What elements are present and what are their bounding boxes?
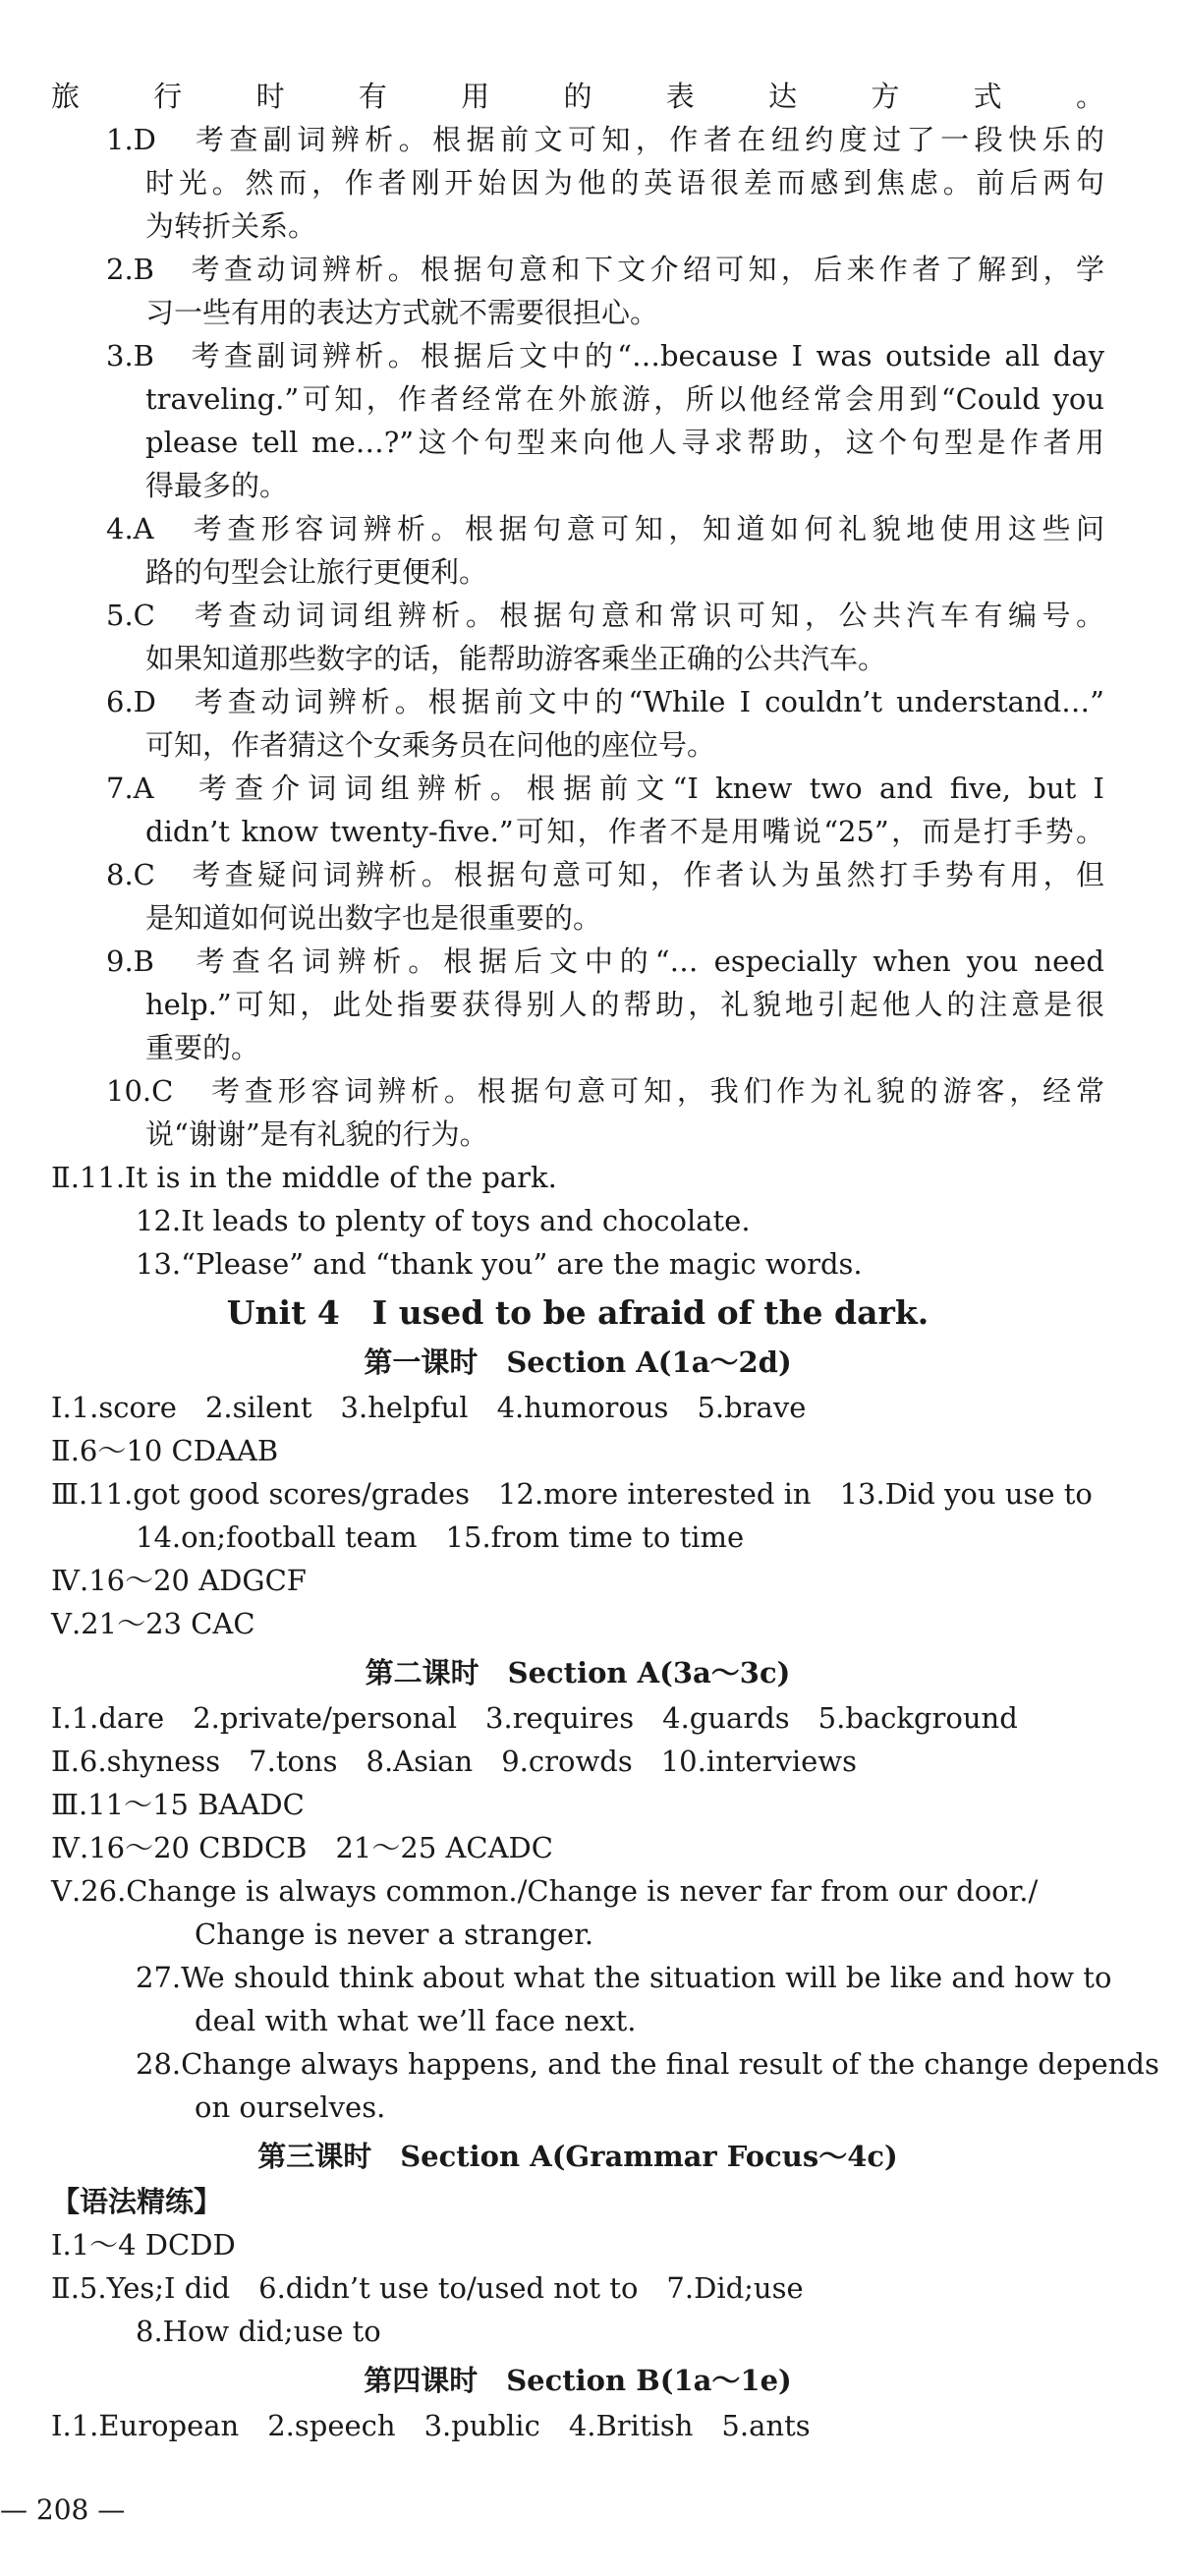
text-line: 如果知道那些数字的话，能帮助游客乘坐正确的公共汽车。 (145, 642, 887, 675)
answer-row: Ⅰ.1～4 DCDD (51, 2228, 236, 2261)
page-number: — 208 — (0, 2493, 126, 2526)
answer-row: Ⅲ.11～15 BAADC (51, 1788, 305, 1821)
answer-row: Ⅰ.1.score 2.silent 3.helpful 4.humorous 5.brave (51, 1391, 807, 1424)
text-line: traveling.”可知，作者经常在外旅游，所以他经常会用到“Could you (145, 382, 1104, 416)
answer-item-8: 8.C 考查疑问词辨析。根据句意可知，作者认为虽然打手势有用，但 (106, 858, 1104, 891)
answer-item-9: 9.B 考查名词辨析。根据后文中的“… especially when you need (106, 945, 1104, 978)
answer-row: Ⅳ.16～20 ADGCF (51, 1564, 307, 1597)
answer-item-3: 3.B 考查副词辨析。根据后文中的“…because I was outside all day (106, 339, 1104, 372)
answer-row: Ⅰ.1.European 2.speech 3.public 4.British 5.ants (51, 2409, 811, 2442)
text-line: deal with what we’ll face next. (195, 2004, 637, 2037)
answer-row: Ⅱ.5.Yes;I did 6.didn’t use to/used not to 7.Did;use (51, 2271, 804, 2305)
text-line: 为转折关系。 (145, 209, 317, 243)
answer-row: Ⅰ.1.dare 2.private/personal 3.requires 4.guards 5.background (51, 1701, 1018, 1735)
text-line: Change is never a stranger. (195, 1918, 594, 1951)
answer-row: Ⅱ.6～10 CDAAB (51, 1434, 279, 1467)
answer-item-13: 13.“Please” and “thank you” are the magic words. (136, 1247, 863, 1281)
answer-item-5: 5.C 考查动词词组辨析。根据句意和常识可知，公共汽车有编号。 (106, 599, 1104, 632)
lesson-title-1: 第一课时 Section A(1a～2d) (364, 1345, 792, 1379)
text-line: 得最多的。 (145, 469, 289, 502)
answer-row: Ⅲ.11.got good scores/grades 12.more interested in 13.Did you use to (51, 1477, 1093, 1511)
answer-row: Ⅳ.16～20 CBDCB 21～25 ACADC (51, 1831, 553, 1864)
unit-title: Unit 4 I used to be afraid of the dark. (226, 1293, 930, 1332)
answer-item-10: 10.C 考查形容词辨析。根据句意可知，我们作为礼貌的游客，经常 (106, 1074, 1104, 1108)
text-line: didn’t know twenty-five.”可知，作者不是用嘴说“25”，而是打手势。 (145, 815, 1104, 848)
answer-row: Ⅴ.26.Change is always common./Change is never far from our door./ (51, 1874, 1039, 1908)
text-line: 可知，作者猜这个女乘务员在问他的座位号。 (145, 728, 716, 762)
text-line: please tell me…?”这个句型来向他人寻求帮助，这个句型是作者用 (145, 426, 1104, 459)
answer-row: 28.Change always happens, and the final result of the change depends (136, 2047, 1159, 2081)
answer-item-6: 6.D 考查动词辨析。根据前文中的“While I couldn’t understand…” (106, 685, 1104, 718)
answer-row: Ⅱ.6.shyness 7.tons 8.Asian 9.crowds 10.interviews (51, 1745, 858, 1778)
text-line: 时光。然而，作者刚开始因为他的英语很差而感到焦虑。前后两句 (145, 166, 1104, 200)
answer-item-1: 1.D 考查副词辨析。根据前文可知，作者在纽约度过了一段快乐的 (106, 123, 1104, 156)
lesson-title-4: 第四课时 Section B(1a～1e) (364, 2364, 792, 2397)
lesson-title-3: 第三课时 Section A(Grammar Focus～4c) (257, 2140, 898, 2173)
text-line: 是知道如何说出数字也是很重要的。 (145, 901, 602, 935)
answer-row: 14.on;football team 15.from time to time (136, 1520, 745, 1554)
text-line: help.”可知，此处指要获得别人的帮助，礼貌地引起他人的注意是很 (145, 988, 1104, 1021)
answer-row: 8.How did;use to (136, 2315, 381, 2348)
text-line: 重要的。 (145, 1031, 260, 1064)
answer-item-4: 4.A 考查形容词辨析。根据句意可知，知道如何礼貌地使用这些问 (106, 512, 1104, 545)
section-label: 【语法精练】 (51, 2185, 223, 2218)
answer-row: 27.We should think about what the situation will be like and how to (136, 1961, 1112, 1994)
answer-item-2: 2.B 考查动词辨析。根据句意和下文介绍可知，后来作者了解到，学 (106, 253, 1104, 286)
text-line: on ourselves. (195, 2090, 386, 2124)
lesson-title-2: 第二课时 Section A(3a～3c) (365, 1656, 791, 1689)
answer-item-12: 12.It leads to plenty of toys and chocolate. (136, 1204, 751, 1237)
answer-row: Ⅴ.21～23 CAC (51, 1607, 255, 1640)
text-line: 习一些有用的表达方式就不需要很担心。 (145, 296, 659, 329)
text-line: 说“谢谢”是有礼貌的行为。 (145, 1117, 488, 1151)
text-line: 路的句型会让旅行更便利。 (145, 555, 488, 589)
answer-item-11: Ⅱ.11.It is in the middle of the park. (51, 1161, 557, 1194)
text-line: 旅行时有用的表达方式。 (51, 80, 1104, 113)
answer-item-7: 7.A 考查介词词组辨析。根据前文“I knew two and five, but I (106, 772, 1104, 805)
